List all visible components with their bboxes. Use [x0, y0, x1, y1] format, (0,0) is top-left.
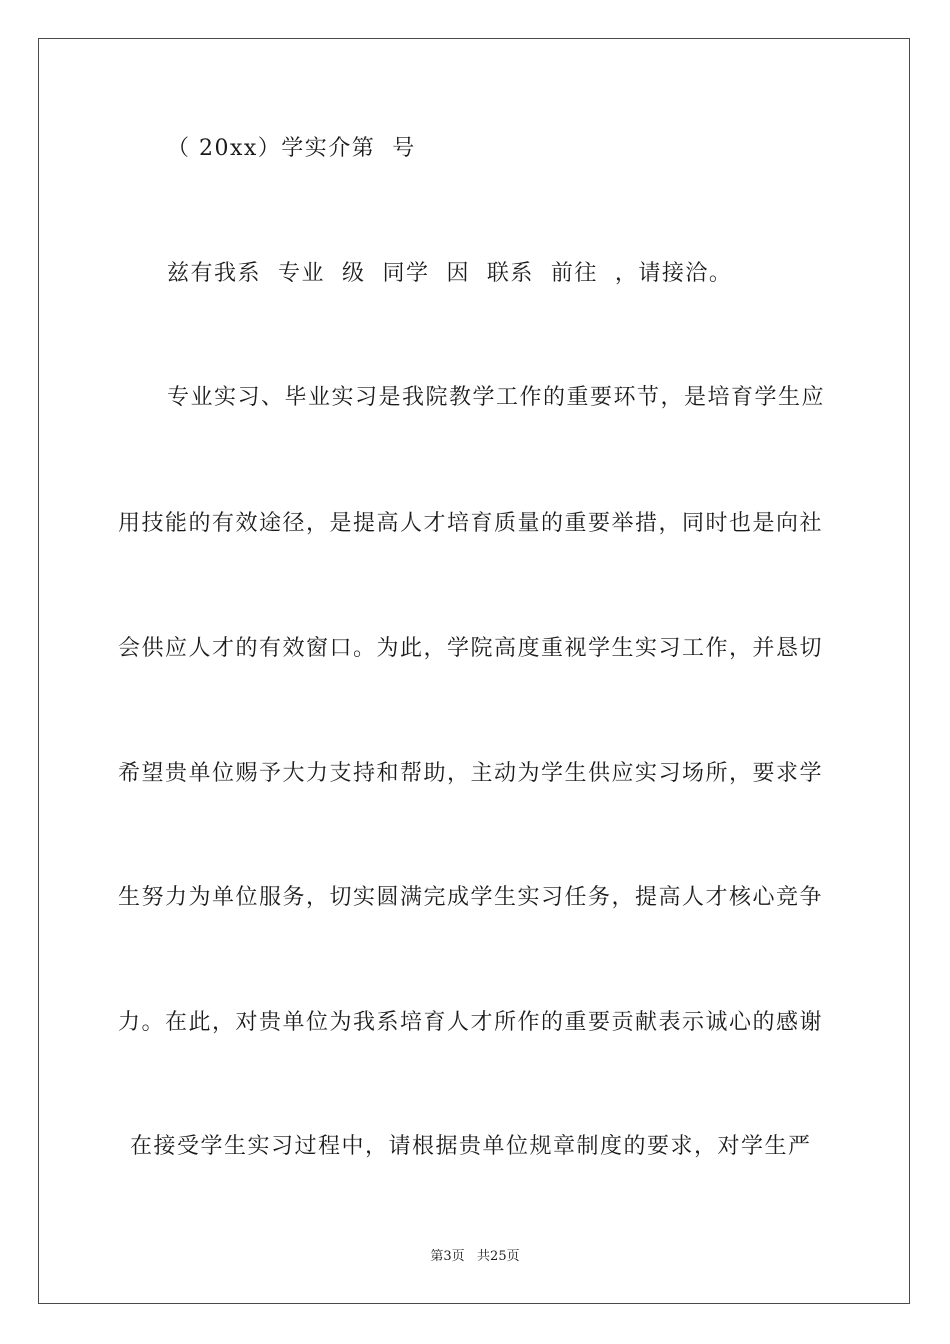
body-text-line: 在接受学生实习过程中，请根据贵单位规章制度的要求，对学生严	[130, 1134, 812, 1159]
body-text-line: 专业实习、毕业实习是我院教学工作的重要环节，是培育学生应	[167, 385, 826, 410]
body-text-line: 生努力为单位服务，切实圆满完成学生实习任务，提高人才核心竞争	[118, 885, 824, 910]
page-number-footer: 第3页 共25页	[430, 1249, 520, 1264]
body-text-line: 力。在此，对贵单位为我系培育人才所作的重要贡献表示诚心的感谢	[118, 1010, 824, 1035]
introduction-line: 兹有我系 专业 级 同学 因 联系 前往 ，请接洽。	[167, 261, 733, 286]
body-text-line: 会供应人才的有效窗口。为此，学院高度重视学生实习工作，并恳切	[118, 636, 824, 661]
page-frame	[38, 38, 910, 1304]
body-text-line: 用技能的有效途径，是提高人才培育质量的重要举措，同时也是向社	[118, 511, 824, 536]
body-text-line: 希望贵单位赐予大力支持和帮助，主动为学生供应实习场所，要求学	[118, 761, 824, 786]
document-number-line: （ 20xx）学实介第 号	[167, 136, 416, 161]
